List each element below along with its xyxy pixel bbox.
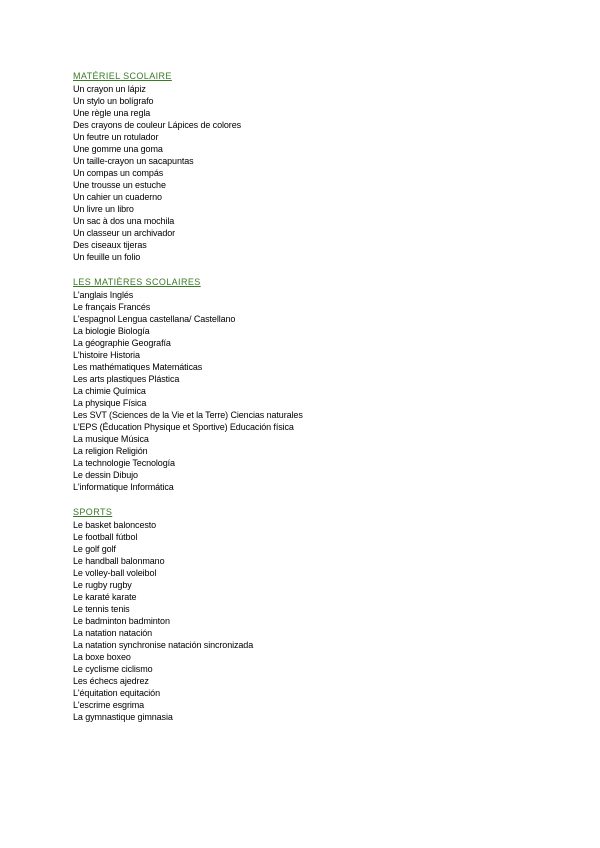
list-item: Le rugby rugby (73, 580, 132, 590)
list-item: Un classeur un archivador (73, 228, 176, 238)
list-item: Le golf golf (73, 544, 116, 554)
list-item: Un livre un libro (73, 204, 134, 214)
list-item: La physique Física (73, 398, 147, 408)
list-item: Le basket baloncesto (73, 520, 157, 530)
list-item: Les SVT (Sciences de la Vie et la Terre) Ciencias naturales (73, 410, 303, 420)
list-item: L'informatique Informática (73, 482, 174, 492)
list-item: Des crayons de couleur Lápices de colores (73, 120, 241, 130)
list-item: Des ciseaux tijeras (73, 240, 147, 250)
list-item: L'escrime esgrima (73, 700, 145, 710)
list-item: Le tennis tenis (73, 604, 130, 614)
list-item: L'histoire Historia (73, 350, 140, 360)
list-item: L'équitation equitación (73, 688, 160, 698)
section-title: MATÉRIEL SCOLAIRE (73, 71, 172, 81)
list-item: Un feuille un folio (73, 252, 141, 262)
list-item: Le français Francés (73, 302, 151, 312)
list-item: Un taille-crayon un sacapuntas (73, 156, 194, 166)
list-item: L'espagnol Lengua castellana/ Castellano (73, 314, 236, 324)
list-item: Un crayon un lápiz (73, 84, 146, 94)
list-item: La géographie Geografía (73, 338, 171, 348)
list-item: Le badminton badminton (73, 616, 170, 626)
list-item: Une gomme una goma (73, 144, 163, 154)
list-item: Le dessin Dibujo (73, 470, 138, 480)
list-item: Les mathématiques Matemáticas (73, 362, 203, 372)
list-item: Les arts plastiques Plástica (73, 374, 180, 384)
list-item: Le volley-ball voleibol (73, 568, 157, 578)
section-title: SPORTS (73, 507, 113, 517)
list-item: La musique Música (73, 434, 149, 444)
list-item: Un sac à dos una mochila (73, 216, 175, 226)
list-item: Le handball balonmano (73, 556, 165, 566)
list-item: L'anglais Inglés (73, 290, 134, 300)
list-item: La technologie Tecnología (73, 458, 175, 468)
list-item: La chimie Química (73, 386, 146, 396)
list-item: Un compas un compás (73, 168, 164, 178)
list-item: Une trousse un estuche (73, 180, 166, 190)
list-item: La natation synchronise natación sincronizada (73, 640, 254, 650)
list-item: Le football fútbol (73, 532, 138, 542)
document-page (73, 71, 573, 737)
list-item: L'EPS (Éducation Physique et Sportive) Educación física (73, 422, 294, 432)
list-item: La gymnastique gimnasia (73, 712, 173, 722)
list-item: Le karaté karate (73, 592, 137, 602)
list-item: La religion Religión (73, 446, 148, 456)
list-item: Un feutre un rotulador (73, 132, 159, 142)
section-matieres-scolaires (73, 277, 573, 493)
section-sports (73, 507, 573, 723)
list-item: Les échecs ajedrez (73, 676, 149, 686)
list-item: Une règle una regla (73, 108, 151, 118)
list-item: Un cahier un cuaderno (73, 192, 162, 202)
section-title: LES MATIÈRES SCOLAIRES (73, 277, 201, 287)
list-item: La natation natación (73, 628, 153, 638)
list-item: La boxe boxeo (73, 652, 131, 662)
list-item: Un stylo un bolígrafo (73, 96, 154, 106)
list-item: La biologie Biología (73, 326, 150, 336)
list-item: Le cyclisme ciclismo (73, 664, 153, 674)
section-materiel-scolaire (73, 71, 573, 263)
